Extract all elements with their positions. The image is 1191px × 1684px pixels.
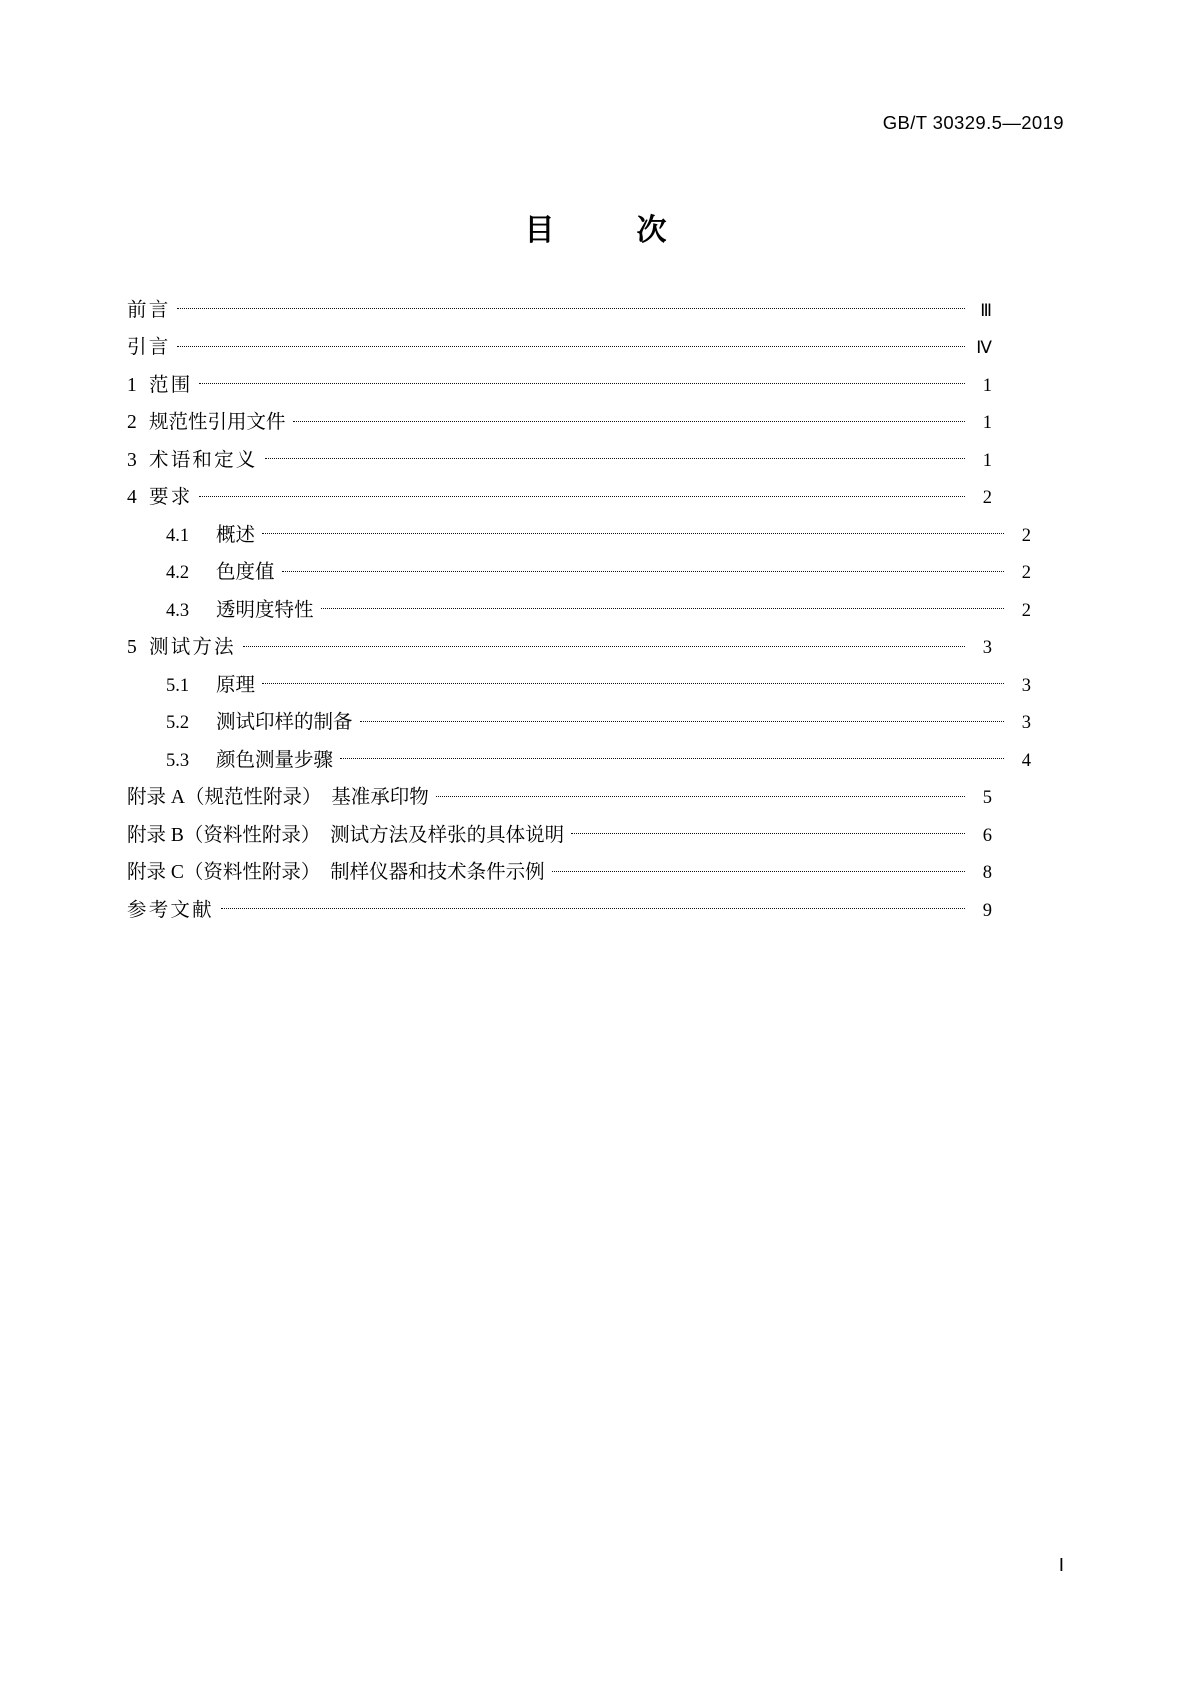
- toc-entry[interactable]: [127, 709, 1031, 733]
- toc-entry[interactable]: [127, 784, 992, 808]
- toc-entry[interactable]: [127, 746, 1031, 770]
- toc-entry-number: 5.2: [166, 713, 190, 733]
- toc-entry-label: 前言: [127, 299, 171, 321]
- toc-leader-dots: [571, 821, 965, 841]
- toc-leader-dots: [265, 446, 965, 466]
- toc-entry-page: 2: [1021, 525, 1031, 546]
- toc-leader-dots: [262, 671, 1004, 691]
- toc-entry-number: 2: [127, 412, 137, 433]
- toc-entry-label: 附录 C（资料性附录） 制样仪器和技术条件示例: [127, 862, 545, 883]
- toc-entry-page: 2: [1021, 563, 1031, 583]
- toc-entry-page: 6: [982, 825, 992, 846]
- toc-entry[interactable]: [127, 521, 1031, 545]
- toc-entry-number: 4.2: [166, 563, 190, 583]
- toc-entry-label: 要求: [149, 487, 193, 508]
- toc-entry-page: Ⅳ: [976, 338, 992, 357]
- toc-entry[interactable]: [127, 409, 992, 433]
- toc-entry-page: 4: [1021, 750, 1031, 771]
- toc-entry-number: 5.3: [166, 750, 190, 771]
- toc-entry-label: 参考文献: [127, 899, 214, 921]
- toc-entry-number: 5: [127, 637, 137, 658]
- toc-entry-label: 范围: [149, 374, 193, 396]
- toc-entry[interactable]: [127, 559, 1031, 583]
- toc-entry[interactable]: [127, 446, 992, 470]
- toc-entry-label: 附录 A（规范性附录） 基准承印物: [127, 787, 429, 808]
- toc-leader-dots: [199, 484, 965, 504]
- toc-leader-dots: [282, 559, 1004, 579]
- toc-entry-page: 2: [1021, 600, 1031, 621]
- toc-leader-dots: [221, 896, 965, 916]
- toc-entry-number: 4: [127, 487, 137, 508]
- toc-entry-label: 颜色测量步骤: [216, 749, 334, 771]
- toc-entry-number: 4.1: [166, 525, 190, 546]
- toc-entry-page: 3: [1021, 675, 1031, 696]
- toc-entry-label: 原理: [216, 674, 256, 696]
- table-of-contents: [127, 296, 1031, 934]
- toc-leader-dots: [177, 334, 965, 354]
- toc-leader-dots: [436, 784, 965, 804]
- toc-entry[interactable]: [127, 484, 992, 508]
- toc-entry-page: 1: [982, 375, 992, 396]
- toc-entry-page: 8: [982, 863, 992, 883]
- footer-page-number: Ⅰ: [1058, 1555, 1064, 1575]
- toc-entry-number: 5.1: [166, 675, 190, 696]
- toc-leader-dots: [552, 859, 965, 879]
- toc-entry[interactable]: [127, 296, 992, 320]
- toc-entry-label: 透明度特性: [216, 599, 314, 621]
- toc-leader-dots: [262, 521, 1004, 541]
- toc-entry-label: 附录 B（资料性附录） 测试方法及样张的具体说明: [127, 824, 565, 846]
- toc-entry[interactable]: [127, 334, 992, 358]
- toc-entry[interactable]: [127, 371, 992, 395]
- toc-entry-page: 5: [982, 788, 992, 808]
- toc-entry[interactable]: [127, 634, 992, 658]
- toc-leader-dots: [321, 596, 1004, 616]
- toc-entry-label: 测试印样的制备: [216, 712, 353, 733]
- toc-entry-label: 色度值: [216, 562, 275, 583]
- standard-code-header: GB/T 30329.5—2019: [882, 112, 1064, 133]
- toc-leader-dots: [293, 409, 965, 429]
- toc-entry-label: 规范性引用文件: [149, 412, 286, 433]
- toc-entry-page: 2: [982, 488, 992, 508]
- toc-entry-page: 1: [982, 450, 992, 471]
- toc-entry[interactable]: [127, 896, 992, 920]
- toc-entry-number: 1: [127, 374, 137, 396]
- toc-entry-page: Ⅲ: [980, 300, 992, 320]
- toc-entry-number: 3: [127, 449, 137, 471]
- toc-entry-label: 概述: [216, 524, 256, 546]
- toc-entry-number: 4.3: [166, 600, 190, 621]
- toc-leader-dots: [340, 746, 1004, 766]
- toc-leader-dots: [243, 634, 965, 654]
- toc-entry[interactable]: [127, 859, 992, 883]
- toc-entry-label: 术语和定义: [149, 449, 258, 471]
- toc-entry-page: 3: [1021, 713, 1031, 733]
- toc-entry-label: 引言: [127, 337, 171, 358]
- toc-entry[interactable]: [127, 671, 1031, 695]
- toc-entry-label: 测试方法: [149, 637, 236, 658]
- toc-leader-dots: [360, 709, 1004, 729]
- toc-entry[interactable]: [127, 596, 1031, 620]
- toc-entry[interactable]: [127, 821, 992, 845]
- toc-entry-page: 9: [982, 900, 992, 921]
- toc-leader-dots: [177, 296, 965, 316]
- toc-entry-page: 3: [982, 638, 992, 658]
- page-title: 目 次: [524, 214, 693, 247]
- toc-leader-dots: [199, 371, 965, 391]
- toc-entry-page: 1: [982, 413, 992, 433]
